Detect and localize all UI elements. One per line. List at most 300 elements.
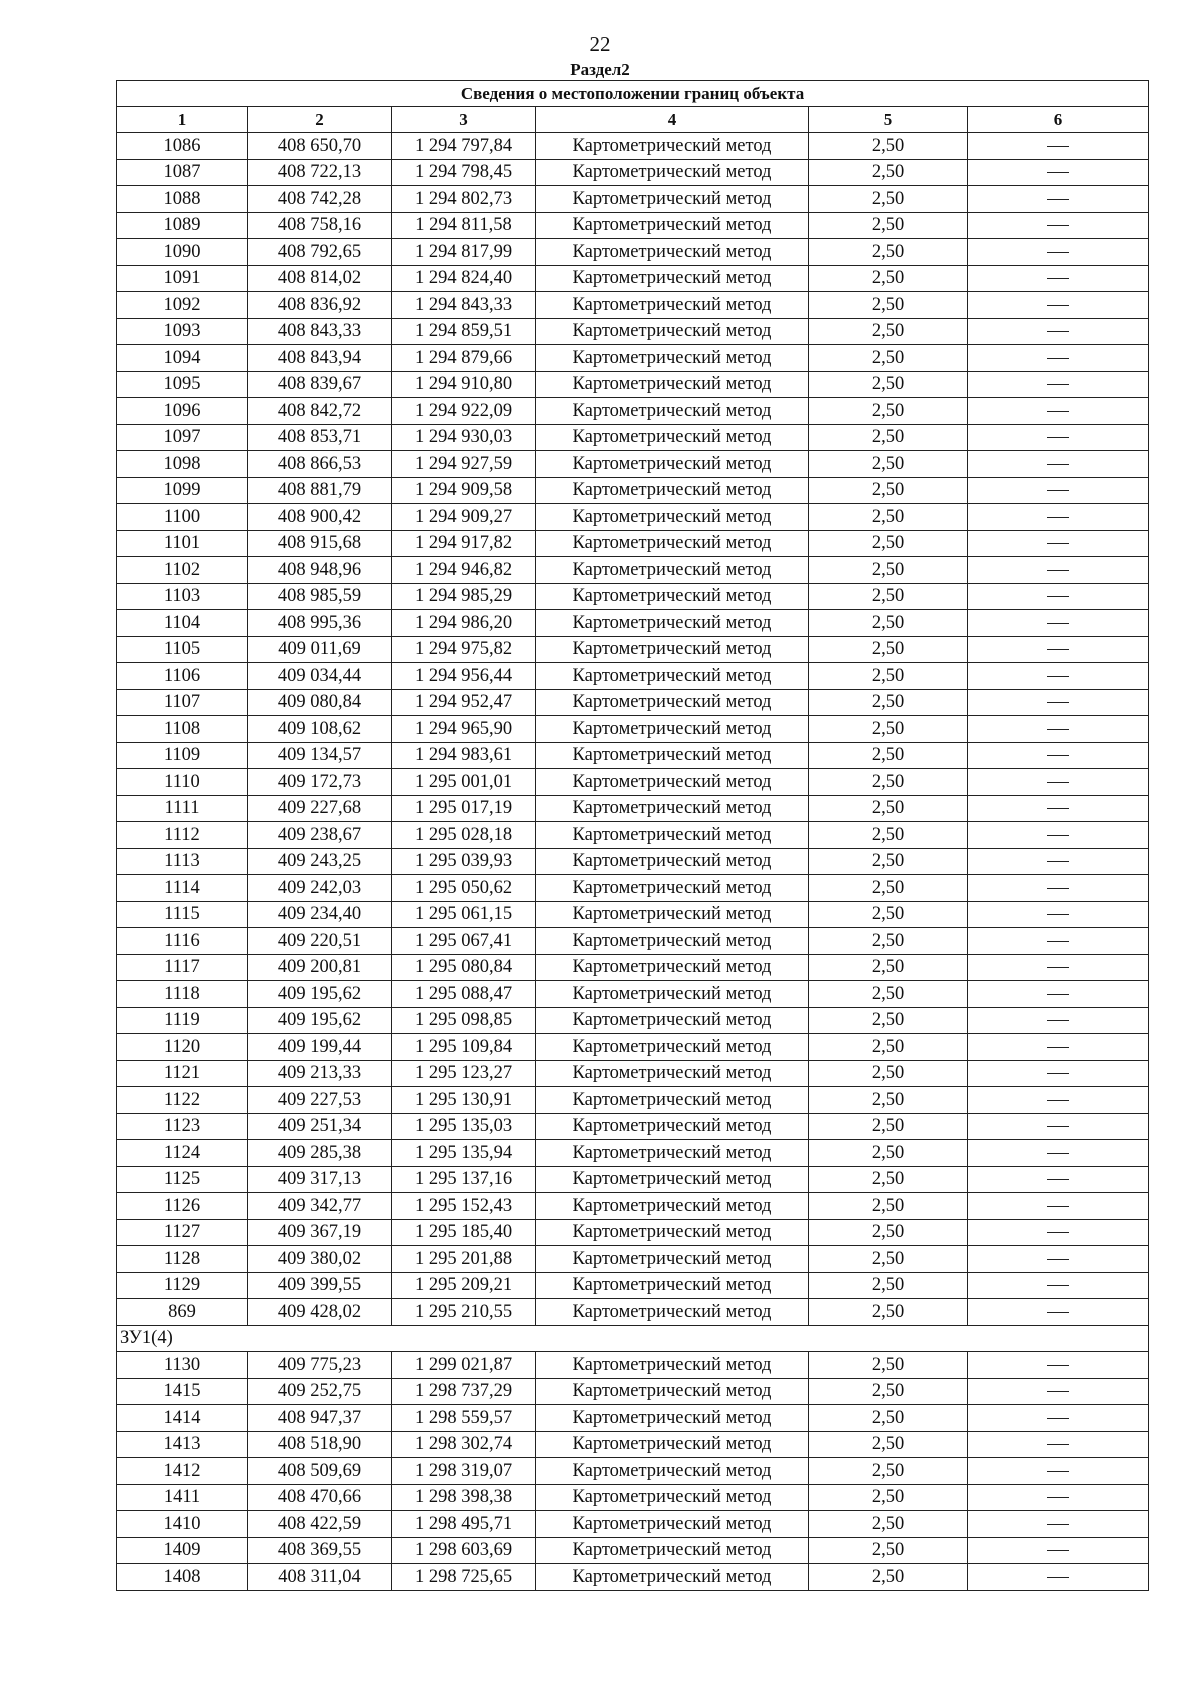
y-coordinate-cell: 1 294 802,73 <box>392 186 536 213</box>
table-row <box>117 795 1149 822</box>
dash-mark <box>1047 1444 1069 1445</box>
note-cell <box>968 451 1149 478</box>
accuracy-cell: 2,50 <box>809 1007 968 1034</box>
method-cell: Картометрический метод <box>536 530 809 557</box>
x-coordinate-cell: 409 108,62 <box>248 716 392 743</box>
y-coordinate-cell: 1 295 135,03 <box>392 1113 536 1140</box>
y-coordinate-cell: 1 298 737,29 <box>392 1378 536 1405</box>
accuracy-cell: 2,50 <box>809 1378 968 1405</box>
x-coordinate-cell: 408 470,66 <box>248 1484 392 1511</box>
accuracy-cell: 2,50 <box>809 795 968 822</box>
table-row <box>117 822 1149 849</box>
x-coordinate-cell: 409 213,33 <box>248 1060 392 1087</box>
x-coordinate-cell: 409 134,57 <box>248 742 392 769</box>
y-coordinate-cell: 1 294 879,66 <box>392 345 536 372</box>
accuracy-cell: 2,50 <box>809 1113 968 1140</box>
note-cell <box>968 716 1149 743</box>
accuracy-cell: 2,50 <box>809 1246 968 1273</box>
method-cell: Картометрический метод <box>536 1113 809 1140</box>
method-cell: Картометрический метод <box>536 451 809 478</box>
dash-mark <box>1047 755 1069 756</box>
point-number-cell: 1100 <box>117 504 248 531</box>
x-coordinate-cell: 408 843,33 <box>248 318 392 345</box>
method-cell: Картометрический метод <box>536 848 809 875</box>
table-row <box>117 1113 1149 1140</box>
table-row <box>117 530 1149 557</box>
x-coordinate-cell: 409 227,53 <box>248 1087 392 1114</box>
note-cell <box>968 1352 1149 1379</box>
x-coordinate-cell: 409 399,55 <box>248 1272 392 1299</box>
accuracy-cell: 2,50 <box>809 1537 968 1564</box>
method-cell: Картометрический метод <box>536 981 809 1008</box>
x-coordinate-cell: 408 915,68 <box>248 530 392 557</box>
table-row <box>117 1034 1149 1061</box>
point-number-cell: 1130 <box>117 1352 248 1379</box>
dash-mark <box>1047 1497 1069 1498</box>
note-cell <box>968 928 1149 955</box>
group-label-cell: ЗУ1(4) <box>117 1325 1149 1352</box>
accuracy-cell: 2,50 <box>809 530 968 557</box>
x-coordinate-cell: 409 238,67 <box>248 822 392 849</box>
point-number-cell: 1118 <box>117 981 248 1008</box>
note-cell <box>968 689 1149 716</box>
method-cell: Картометрический метод <box>536 1007 809 1034</box>
method-cell: Картометрический метод <box>536 1299 809 1326</box>
dash-mark <box>1047 967 1069 968</box>
x-coordinate-cell: 409 242,03 <box>248 875 392 902</box>
dash-mark <box>1047 729 1069 730</box>
note-cell <box>968 875 1149 902</box>
dash-mark <box>1047 358 1069 359</box>
x-coordinate-cell: 409 251,34 <box>248 1113 392 1140</box>
dash-mark <box>1047 676 1069 677</box>
dash-mark <box>1047 517 1069 518</box>
accuracy-cell: 2,50 <box>809 212 968 239</box>
group-row <box>117 1325 1149 1352</box>
method-cell: Картометрический метод <box>536 477 809 504</box>
dash-mark <box>1047 384 1069 385</box>
x-coordinate-cell: 409 195,62 <box>248 1007 392 1034</box>
dash-mark <box>1047 1577 1069 1578</box>
point-number-cell: 1408 <box>117 1564 248 1591</box>
note-cell <box>968 742 1149 769</box>
y-coordinate-cell: 1 295 001,01 <box>392 769 536 796</box>
x-coordinate-cell: 408 881,79 <box>248 477 392 504</box>
y-coordinate-cell: 1 295 039,93 <box>392 848 536 875</box>
column-header-5: 5 <box>809 107 968 133</box>
method-cell: Картометрический метод <box>536 212 809 239</box>
note-cell <box>968 186 1149 213</box>
table-row <box>117 1299 1149 1326</box>
accuracy-cell: 2,50 <box>809 186 968 213</box>
table-row <box>117 398 1149 425</box>
dash-mark <box>1047 623 1069 624</box>
method-cell: Картометрический метод <box>536 1378 809 1405</box>
method-cell: Картометрический метод <box>536 1246 809 1273</box>
note-cell <box>968 610 1149 637</box>
accuracy-cell: 2,50 <box>809 159 968 186</box>
y-coordinate-cell: 1 294 983,61 <box>392 742 536 769</box>
accuracy-cell: 2,50 <box>809 133 968 160</box>
table-row <box>117 345 1149 372</box>
x-coordinate-cell: 409 234,40 <box>248 901 392 928</box>
method-cell: Картометрический метод <box>536 371 809 398</box>
x-coordinate-cell: 409 285,38 <box>248 1140 392 1167</box>
method-cell: Картометрический метод <box>536 1511 809 1538</box>
note-cell <box>968 583 1149 610</box>
accuracy-cell: 2,50 <box>809 928 968 955</box>
x-coordinate-cell: 408 742,28 <box>248 186 392 213</box>
x-coordinate-cell: 408 509,69 <box>248 1458 392 1485</box>
point-number-cell: 1099 <box>117 477 248 504</box>
accuracy-cell: 2,50 <box>809 1405 968 1432</box>
y-coordinate-cell: 1 294 917,82 <box>392 530 536 557</box>
note-cell <box>968 239 1149 266</box>
method-cell: Картометрический метод <box>536 795 809 822</box>
note-cell <box>968 1511 1149 1538</box>
table-row <box>117 1405 1149 1432</box>
x-coordinate-cell: 409 034,44 <box>248 663 392 690</box>
y-coordinate-cell: 1 295 135,94 <box>392 1140 536 1167</box>
dash-mark <box>1047 1312 1069 1313</box>
dash-mark <box>1047 1179 1069 1180</box>
method-cell: Картометрический метод <box>536 318 809 345</box>
note-cell <box>968 318 1149 345</box>
point-number-cell: 1096 <box>117 398 248 425</box>
note-cell <box>968 1458 1149 1485</box>
y-coordinate-cell: 1 295 210,55 <box>392 1299 536 1326</box>
note-cell <box>968 848 1149 875</box>
dash-mark <box>1047 464 1069 465</box>
column-header-1: 1 <box>117 107 248 133</box>
point-number-cell: 1410 <box>117 1511 248 1538</box>
section-title: Раздел2 <box>570 60 630 79</box>
x-coordinate-cell: 408 843,94 <box>248 345 392 372</box>
note-cell <box>968 424 1149 451</box>
x-coordinate-cell: 408 900,42 <box>248 504 392 531</box>
point-number-cell: 1116 <box>117 928 248 955</box>
accuracy-cell: 2,50 <box>809 265 968 292</box>
y-coordinate-cell: 1 295 017,19 <box>392 795 536 822</box>
y-coordinate-cell: 1 294 952,47 <box>392 689 536 716</box>
y-coordinate-cell: 1 298 559,57 <box>392 1405 536 1432</box>
point-number-cell: 1090 <box>117 239 248 266</box>
method-cell: Картометрический метод <box>536 265 809 292</box>
table-row <box>117 1484 1149 1511</box>
accuracy-cell: 2,50 <box>809 636 968 663</box>
method-cell: Картометрический метод <box>536 186 809 213</box>
table-caption-row <box>117 81 1149 107</box>
table-row <box>117 636 1149 663</box>
x-coordinate-cell: 409 200,81 <box>248 954 392 981</box>
method-cell: Картометрический метод <box>536 822 809 849</box>
dash-mark <box>1047 782 1069 783</box>
y-coordinate-cell: 1 295 209,21 <box>392 1272 536 1299</box>
table-row <box>117 212 1149 239</box>
y-coordinate-cell: 1 294 910,80 <box>392 371 536 398</box>
note-cell <box>968 1113 1149 1140</box>
table-row <box>117 1246 1149 1273</box>
y-coordinate-cell: 1 294 824,40 <box>392 265 536 292</box>
table-row <box>117 1193 1149 1220</box>
y-coordinate-cell: 1 295 123,27 <box>392 1060 536 1087</box>
dash-mark <box>1047 225 1069 226</box>
table-row <box>117 1564 1149 1591</box>
dash-mark <box>1047 1100 1069 1101</box>
accuracy-cell: 2,50 <box>809 954 968 981</box>
x-coordinate-cell: 408 518,90 <box>248 1431 392 1458</box>
method-cell: Картометрический метод <box>536 159 809 186</box>
point-number-cell: 1107 <box>117 689 248 716</box>
method-cell: Картометрический метод <box>536 1140 809 1167</box>
point-number-cell: 1088 <box>117 186 248 213</box>
table-row <box>117 1511 1149 1538</box>
point-number-cell: 1094 <box>117 345 248 372</box>
note-cell <box>968 292 1149 319</box>
point-number-cell: 1110 <box>117 769 248 796</box>
method-cell: Картометрический метод <box>536 557 809 584</box>
note-cell <box>968 477 1149 504</box>
point-number-cell: 1098 <box>117 451 248 478</box>
point-number-cell: 1123 <box>117 1113 248 1140</box>
accuracy-cell: 2,50 <box>809 822 968 849</box>
table-row <box>117 583 1149 610</box>
accuracy-cell: 2,50 <box>809 875 968 902</box>
table-row <box>117 1537 1149 1564</box>
column-header-2: 2 <box>248 107 392 133</box>
table-row <box>117 133 1149 160</box>
accuracy-cell: 2,50 <box>809 1564 968 1591</box>
method-cell: Картометрический метод <box>536 769 809 796</box>
y-coordinate-cell: 1 294 798,45 <box>392 159 536 186</box>
y-coordinate-cell: 1 294 965,90 <box>392 716 536 743</box>
table-row <box>117 371 1149 398</box>
x-coordinate-cell: 408 839,67 <box>248 371 392 398</box>
note-cell <box>968 212 1149 239</box>
point-number-cell: 1106 <box>117 663 248 690</box>
method-cell: Картометрический метод <box>536 1060 809 1087</box>
note-cell <box>968 1246 1149 1273</box>
dash-mark <box>1047 146 1069 147</box>
x-coordinate-cell: 409 317,13 <box>248 1166 392 1193</box>
note-cell <box>968 1378 1149 1405</box>
dash-mark <box>1047 1471 1069 1472</box>
method-cell: Картометрический метод <box>536 610 809 637</box>
dash-mark <box>1047 941 1069 942</box>
table-row <box>117 318 1149 345</box>
accuracy-cell: 2,50 <box>809 371 968 398</box>
y-coordinate-cell: 1 294 946,82 <box>392 557 536 584</box>
y-coordinate-cell: 1 295 050,62 <box>392 875 536 902</box>
accuracy-cell: 2,50 <box>809 1299 968 1326</box>
table-header <box>117 81 1149 133</box>
x-coordinate-cell: 409 775,23 <box>248 1352 392 1379</box>
dash-mark <box>1047 596 1069 597</box>
dash-mark <box>1047 1524 1069 1525</box>
y-coordinate-cell: 1 295 185,40 <box>392 1219 536 1246</box>
point-number-cell: 1411 <box>117 1484 248 1511</box>
dash-mark <box>1047 861 1069 862</box>
table-row <box>117 186 1149 213</box>
accuracy-cell: 2,50 <box>809 345 968 372</box>
note-cell <box>968 1484 1149 1511</box>
note-cell <box>968 636 1149 663</box>
y-coordinate-cell: 1 295 201,88 <box>392 1246 536 1273</box>
dash-mark <box>1047 888 1069 889</box>
accuracy-cell: 2,50 <box>809 848 968 875</box>
note-cell <box>968 795 1149 822</box>
x-coordinate-cell: 408 650,70 <box>248 133 392 160</box>
accuracy-cell: 2,50 <box>809 1431 968 1458</box>
method-cell: Картометрический метод <box>536 1087 809 1114</box>
point-number-cell: 1124 <box>117 1140 248 1167</box>
note-cell <box>968 504 1149 531</box>
table-row <box>117 1378 1149 1405</box>
note-cell <box>968 1166 1149 1193</box>
boundary-coordinates-table <box>116 80 1149 1591</box>
dash-mark <box>1047 543 1069 544</box>
x-coordinate-cell: 408 758,16 <box>248 212 392 239</box>
dash-mark <box>1047 1285 1069 1286</box>
note-cell <box>968 1060 1149 1087</box>
note-cell <box>968 398 1149 425</box>
y-coordinate-cell: 1 294 956,44 <box>392 663 536 690</box>
point-number-cell: 1087 <box>117 159 248 186</box>
x-coordinate-cell: 409 367,19 <box>248 1219 392 1246</box>
table-row <box>117 557 1149 584</box>
y-coordinate-cell: 1 294 811,58 <box>392 212 536 239</box>
note-cell <box>968 1087 1149 1114</box>
method-cell: Картометрический метод <box>536 1564 809 1591</box>
table-row <box>117 239 1149 266</box>
y-coordinate-cell: 1 295 109,84 <box>392 1034 536 1061</box>
dash-mark <box>1047 331 1069 332</box>
y-coordinate-cell: 1 295 080,84 <box>392 954 536 981</box>
x-coordinate-cell: 409 227,68 <box>248 795 392 822</box>
y-coordinate-cell: 1 294 927,59 <box>392 451 536 478</box>
point-number-cell: 1125 <box>117 1166 248 1193</box>
dash-mark <box>1047 1020 1069 1021</box>
y-coordinate-cell: 1 294 985,29 <box>392 583 536 610</box>
table-row <box>117 504 1149 531</box>
accuracy-cell: 2,50 <box>809 610 968 637</box>
y-coordinate-cell: 1 295 098,85 <box>392 1007 536 1034</box>
table-row <box>117 875 1149 902</box>
x-coordinate-cell: 409 172,73 <box>248 769 392 796</box>
accuracy-cell: 2,50 <box>809 1458 968 1485</box>
dash-mark <box>1047 1126 1069 1127</box>
point-number-cell: 1092 <box>117 292 248 319</box>
method-cell: Картометрический метод <box>536 636 809 663</box>
accuracy-cell: 2,50 <box>809 663 968 690</box>
table-row <box>117 928 1149 955</box>
x-coordinate-cell: 409 380,02 <box>248 1246 392 1273</box>
table-row <box>117 742 1149 769</box>
dash-mark <box>1047 649 1069 650</box>
table-row <box>117 1458 1149 1485</box>
x-coordinate-cell: 409 199,44 <box>248 1034 392 1061</box>
note-cell <box>968 981 1149 1008</box>
point-number-cell: 1414 <box>117 1405 248 1432</box>
page-number: 22 <box>589 32 611 56</box>
point-number-cell: 1121 <box>117 1060 248 1087</box>
y-coordinate-cell: 1 299 021,87 <box>392 1352 536 1379</box>
y-coordinate-cell: 1 295 061,15 <box>392 901 536 928</box>
note-cell <box>968 1272 1149 1299</box>
dash-mark <box>1047 1259 1069 1260</box>
dash-mark <box>1047 411 1069 412</box>
y-coordinate-cell: 1 294 975,82 <box>392 636 536 663</box>
x-coordinate-cell: 408 995,36 <box>248 610 392 637</box>
method-cell: Картометрический метод <box>536 928 809 955</box>
note-cell <box>968 1193 1149 1220</box>
note-cell <box>968 1564 1149 1591</box>
accuracy-cell: 2,50 <box>809 1140 968 1167</box>
point-number-cell: 1113 <box>117 848 248 875</box>
y-coordinate-cell: 1 298 725,65 <box>392 1564 536 1591</box>
note-cell <box>968 159 1149 186</box>
dash-mark <box>1047 490 1069 491</box>
method-cell: Картометрический метод <box>536 1166 809 1193</box>
note-cell <box>968 1431 1149 1458</box>
table-row <box>117 1352 1149 1379</box>
note-cell <box>968 1299 1149 1326</box>
point-number-cell: 1102 <box>117 557 248 584</box>
method-cell: Картометрический метод <box>536 1458 809 1485</box>
point-number-cell: 1089 <box>117 212 248 239</box>
y-coordinate-cell: 1 295 130,91 <box>392 1087 536 1114</box>
note-cell <box>968 265 1149 292</box>
method-cell: Картометрический метод <box>536 292 809 319</box>
method-cell: Картометрический метод <box>536 424 809 451</box>
table-row <box>117 292 1149 319</box>
y-coordinate-cell: 1 294 930,03 <box>392 424 536 451</box>
x-coordinate-cell: 409 080,84 <box>248 689 392 716</box>
dash-mark <box>1047 1418 1069 1419</box>
dash-mark <box>1047 570 1069 571</box>
dash-mark <box>1047 305 1069 306</box>
table-row <box>117 769 1149 796</box>
note-cell <box>968 1034 1149 1061</box>
y-coordinate-cell: 1 295 028,18 <box>392 822 536 849</box>
x-coordinate-cell: 409 342,77 <box>248 1193 392 1220</box>
method-cell: Картометрический метод <box>536 1193 809 1220</box>
table-row <box>117 663 1149 690</box>
note-cell <box>968 371 1149 398</box>
point-number-cell: 1409 <box>117 1537 248 1564</box>
y-coordinate-cell: 1 294 922,09 <box>392 398 536 425</box>
x-coordinate-cell: 408 866,53 <box>248 451 392 478</box>
note-cell <box>968 557 1149 584</box>
accuracy-cell: 2,50 <box>809 1511 968 1538</box>
point-number-cell: 1117 <box>117 954 248 981</box>
table-row <box>117 689 1149 716</box>
accuracy-cell: 2,50 <box>809 981 968 1008</box>
note-cell <box>968 822 1149 849</box>
accuracy-cell: 2,50 <box>809 1060 968 1087</box>
point-number-cell: 1413 <box>117 1431 248 1458</box>
method-cell: Картометрический метод <box>536 1537 809 1564</box>
x-coordinate-cell: 408 369,55 <box>248 1537 392 1564</box>
dash-mark <box>1047 702 1069 703</box>
note-cell <box>968 663 1149 690</box>
method-cell: Картометрический метод <box>536 133 809 160</box>
note-cell <box>968 769 1149 796</box>
dash-mark <box>1047 252 1069 253</box>
accuracy-cell: 2,50 <box>809 689 968 716</box>
accuracy-cell: 2,50 <box>809 769 968 796</box>
dash-mark <box>1047 835 1069 836</box>
